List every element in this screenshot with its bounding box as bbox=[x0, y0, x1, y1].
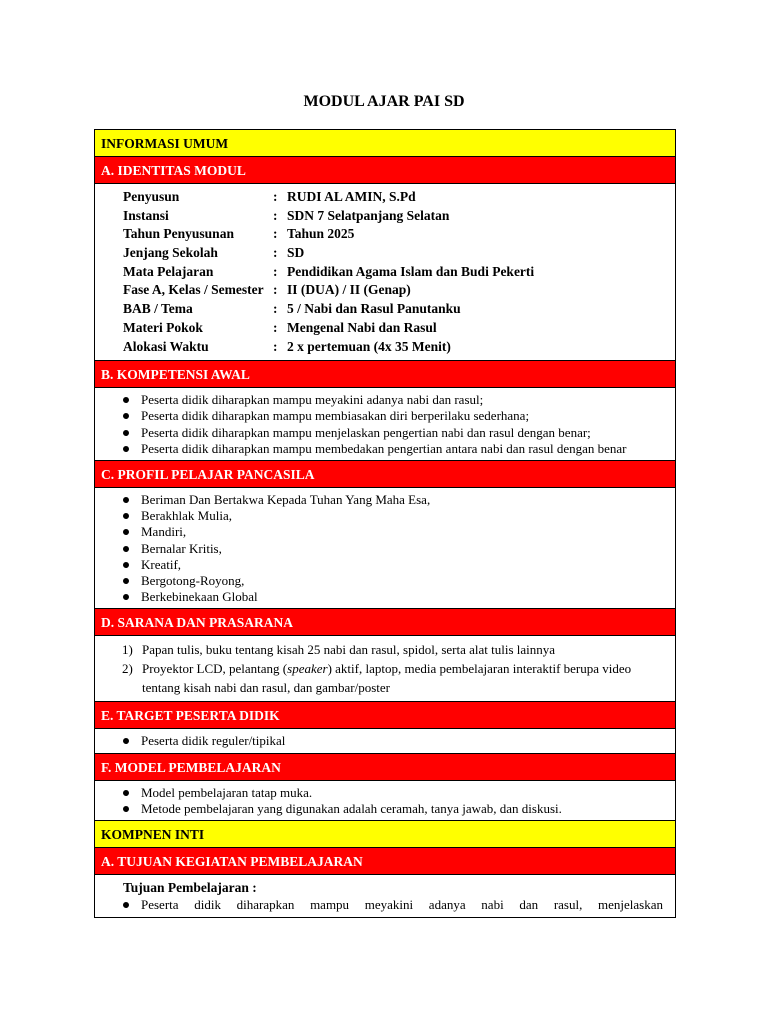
list-item: Peserta didik reguler/tipikal bbox=[121, 733, 671, 749]
identitas-list bbox=[95, 184, 675, 361]
list-item: Berakhlak Mulia, bbox=[121, 508, 671, 524]
identitas-colon: : bbox=[273, 338, 278, 354]
list-item: Peserta didik diharapkan mampu meyakini adanya nabi dan rasul, menjelaskan bbox=[121, 897, 671, 913]
module-table bbox=[94, 129, 676, 918]
list-item: Berkebinekaan Global bbox=[121, 589, 671, 605]
list-text-italic: speaker bbox=[287, 661, 328, 677]
identitas-row bbox=[123, 338, 675, 357]
identitas-colon: : bbox=[273, 263, 278, 279]
identitas-label: Mata Pelajaran bbox=[123, 263, 214, 279]
identitas-value: Tahun 2025 bbox=[287, 226, 355, 242]
sarana-list-wrap bbox=[95, 636, 675, 702]
page-title: MODUL AJAR PAI SD bbox=[303, 93, 465, 110]
list-item: Peserta didik diharapkan mampu membedakan pengertian antara nabi dan rasul dengan benar bbox=[121, 441, 671, 457]
identitas-colon: : bbox=[273, 226, 278, 242]
identitas-label: Penyusun bbox=[123, 189, 180, 204]
list-item: Mandiri, bbox=[121, 524, 671, 540]
identitas-label: Alokasi Waktu bbox=[123, 338, 209, 354]
identitas-row bbox=[123, 207, 675, 226]
identitas-label: Tahun Penyusunan bbox=[123, 226, 234, 242]
list-item: Bernalar Kritis, bbox=[121, 541, 671, 557]
list-text-part: ) aktif, laptop, media pembelajaran interaktif berupa video tentang kisah nabi dan rasul, dan gambar/poster bbox=[142, 661, 632, 696]
list-item: Peserta didik diharapkan mampu meyakini adanya nabi dan rasul; bbox=[121, 392, 671, 408]
identitas-row bbox=[123, 319, 675, 338]
profil-list bbox=[95, 488, 675, 608]
identitas-value: RUDI AL AMIN, S.Pd bbox=[287, 189, 416, 204]
identitas-label: Materi Pokok bbox=[123, 319, 203, 335]
identitas-colon: : bbox=[273, 189, 278, 204]
list-text bbox=[142, 640, 555, 659]
identitas-value: Mengenal Nabi dan Rasul bbox=[287, 319, 437, 335]
identitas-value: 5 / Nabi dan Rasul Panutanku bbox=[287, 301, 461, 317]
kompetensi-list-wrap bbox=[95, 388, 675, 461]
identitas-value: SD bbox=[287, 245, 305, 261]
list-text-part: Proyektor LCD, pelantang ( bbox=[142, 661, 288, 677]
section-model-pembelajaran: F. MODEL PEMBELAJARAN bbox=[95, 754, 675, 781]
list-number: 1) bbox=[122, 642, 133, 658]
identitas-colon: : bbox=[273, 282, 278, 298]
model-list-wrap bbox=[95, 781, 675, 821]
identitas-label: Instansi bbox=[123, 207, 169, 223]
section-komponen-inti: KOMPNEN INTI bbox=[95, 821, 675, 848]
identitas-label: BAB / Tema bbox=[123, 301, 193, 317]
sarana-list bbox=[95, 636, 675, 701]
identitas-row bbox=[123, 188, 675, 207]
list-number: 2) bbox=[122, 661, 133, 677]
tujuan-list bbox=[95, 896, 675, 916]
target-list-wrap bbox=[95, 729, 675, 753]
identitas-row bbox=[123, 300, 675, 319]
list-text-part: Papan tulis, buku tentang kisah 25 nabi dan rasul, spidol, serta alat tulis lainnya bbox=[142, 642, 556, 658]
identitas-row bbox=[123, 263, 675, 282]
identitas-row bbox=[123, 244, 675, 263]
tujuan-content bbox=[95, 875, 675, 916]
identitas-value: II (DUA) / II (Genap) bbox=[287, 282, 411, 298]
section-tujuan-kegiatan: A. TUJUAN KEGIATAN PEMBELAJARAN bbox=[95, 848, 675, 875]
list-item: Bergotong-Royong, bbox=[121, 573, 671, 589]
identitas-value: Pendidikan Agama Islam dan Budi Pekerti bbox=[287, 263, 535, 279]
identitas-value: SDN 7 Selatpanjang Selatan bbox=[287, 207, 450, 223]
identitas-label: Jenjang Sekolah bbox=[123, 245, 218, 261]
list-item: Peserta didik diharapkan mampu membiasakan diri berperilaku sederhana; bbox=[121, 408, 671, 424]
list-item bbox=[122, 659, 663, 697]
kompetensi-list bbox=[95, 388, 675, 460]
identitas-colon: : bbox=[273, 319, 278, 335]
identitas-row bbox=[123, 281, 675, 300]
section-target-peserta: E. TARGET PESERTA DIDIK bbox=[95, 702, 675, 729]
identitas-colon: : bbox=[273, 245, 278, 261]
list-item bbox=[122, 640, 663, 659]
target-list bbox=[95, 729, 675, 752]
section-kompetensi-awal: B. KOMPETENSI AWAL bbox=[95, 361, 675, 388]
section-identitas-modul: A. IDENTITAS MODUL bbox=[95, 157, 675, 184]
list-item: Peserta didik diharapkan mampu menjelaskan pengertian nabi dan rasul dengan benar; bbox=[121, 425, 671, 441]
identitas-colon: : bbox=[273, 301, 278, 317]
section-informasi-umum: INFORMASI UMUM bbox=[95, 130, 675, 157]
list-text bbox=[142, 659, 663, 697]
profil-list-wrap bbox=[95, 488, 675, 609]
list-item: Metode pembelajaran yang digunakan adalah ceramah, tanya jawab, dan diskusi. bbox=[121, 801, 671, 817]
section-sarana-prasarana: D. SARANA DAN PRASARANA bbox=[95, 609, 675, 636]
model-list bbox=[95, 781, 675, 820]
identitas-value: 2 x pertemuan (4x 35 Menit) bbox=[287, 338, 451, 354]
identitas-row bbox=[123, 225, 675, 244]
list-item: Model pembelajaran tatap muka. bbox=[121, 785, 671, 801]
list-item: Beriman Dan Bertakwa Kepada Tuhan Yang Maha Esa, bbox=[121, 492, 671, 508]
identitas-colon: : bbox=[273, 207, 278, 223]
list-item: Kreatif, bbox=[121, 557, 671, 573]
tujuan-subheading: Tujuan Pembelajaran : bbox=[123, 880, 257, 896]
identitas-label: Fase A, Kelas / Semester bbox=[123, 282, 264, 298]
section-profil-pelajar: C. PROFIL PELAJAR PANCASILA bbox=[95, 461, 675, 488]
